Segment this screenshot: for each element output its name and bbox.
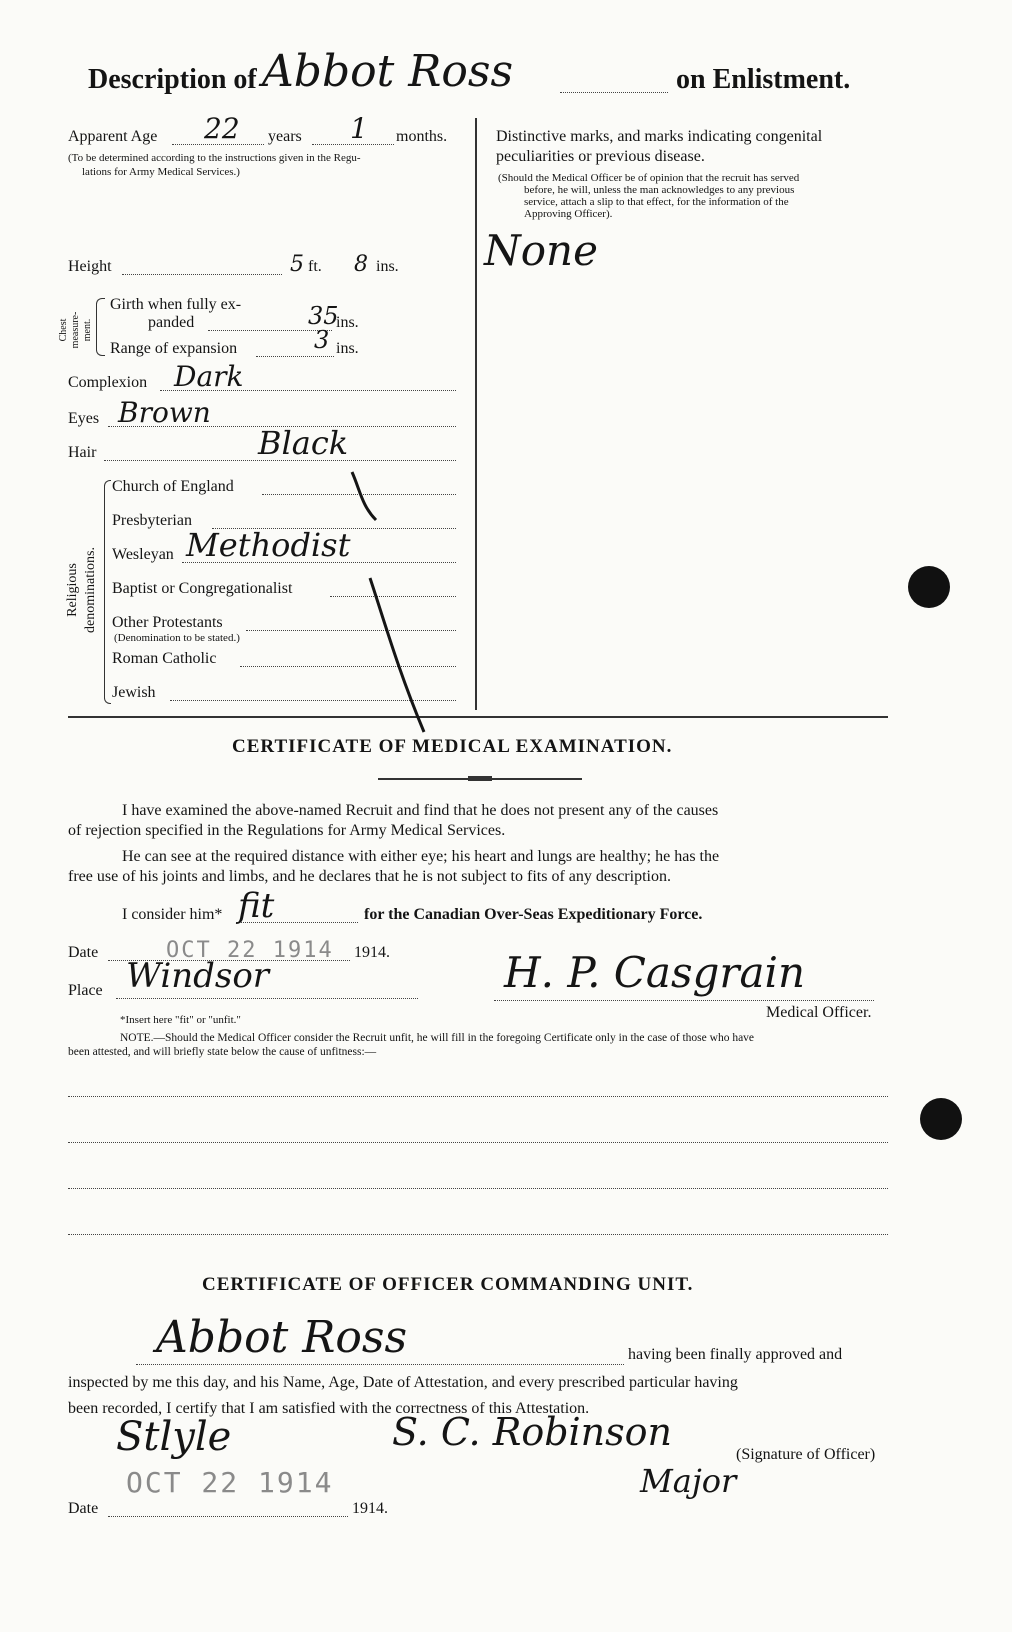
hair-label: Hair xyxy=(68,444,97,461)
medical-year: 1914. xyxy=(354,944,390,961)
place-line xyxy=(116,998,418,999)
medical-heading: CERTIFICATE OF MEDICAL EXAMINATION. xyxy=(232,736,673,757)
height-ins-label: ins. xyxy=(376,258,399,275)
religion-ditto-stroke xyxy=(340,470,440,740)
medical-officer-signature: H. P. Casgrain xyxy=(504,948,805,997)
signature-label: (Signature of Officer) xyxy=(736,1446,876,1463)
commanding-year: 1914. xyxy=(352,1500,388,1517)
complexion-label: Complexion xyxy=(68,374,148,391)
height-label: Height xyxy=(68,258,112,275)
height-ft-value: 5 xyxy=(290,252,304,277)
months-label: months. xyxy=(396,128,448,145)
commanding-name-line xyxy=(136,1364,624,1365)
religion-other-note: (Denomination to be stated.) xyxy=(114,632,240,644)
commanding-date-stamp: OCT 22 1914 xyxy=(126,1466,334,1499)
commanding-line3: been recorded, I certify that I am satisfied with the correctness of this Attestation. xyxy=(68,1400,590,1417)
commanding-recruit-name: Abbot Ross xyxy=(156,1312,408,1363)
range-value: 3 xyxy=(314,326,330,354)
commanding-line1-suffix: having been finally approved and xyxy=(628,1346,843,1363)
eyes-value: Brown xyxy=(118,396,211,429)
medical-date-label: Date xyxy=(68,944,99,961)
height-ft-line xyxy=(122,274,282,275)
commanding-officer-signature: S. C. Robinson xyxy=(392,1410,673,1454)
religion-side-label xyxy=(64,520,104,660)
age-label: Apparent Age xyxy=(68,128,158,145)
marks-label-1: Distinctive marks, and marks indicating congenital xyxy=(496,128,823,145)
commanding-date-label: Date xyxy=(68,1500,99,1517)
religion-label-1: Religious xyxy=(65,563,80,617)
commanding-line2: inspected by me this day, and his Name, Age, Date of Attestation, and every prescribed particular having xyxy=(68,1374,738,1391)
range-unit: ins. xyxy=(336,340,359,357)
medical-para1-line2: of rejection specified in the Regulations for Army Medical Services. xyxy=(68,822,506,839)
religion-baptist: Baptist or Congregationalist xyxy=(112,580,293,597)
religion-label-2: denominations. xyxy=(83,547,98,633)
recruit-name-handwritten: Abbot Ross xyxy=(262,46,514,97)
hair-value: Black xyxy=(258,424,349,462)
unfitness-line-3 xyxy=(68,1188,888,1189)
medical-signature-line xyxy=(494,1000,874,1001)
eyes-label: Eyes xyxy=(68,410,100,427)
commanding-heading: CERTIFICATE OF OFFICER COMMANDING UNIT. xyxy=(202,1274,694,1295)
chest-brace xyxy=(96,298,105,356)
complexion-value: Dark xyxy=(174,360,244,393)
consider-prefix: I consider him* xyxy=(122,906,223,923)
medical-para2-line1: He can see at the required distance with either eye; his heart and lungs are healthy; he has the xyxy=(122,848,720,865)
commanding-initials: Stlyle xyxy=(116,1414,232,1460)
range-label: Range of expansion xyxy=(110,340,238,357)
note-line-1: NOTE.—Should the Medical Officer consider the Recruit unfit, he will fill in the foregoing Certificate only in the case of those who have xyxy=(120,1032,755,1044)
marks-note-3: service, attach a slip to that effect, for the information of the xyxy=(524,196,789,208)
title-suffix: on Enlistment. xyxy=(676,64,851,95)
note-line-2: been attested, and will briefly state below the cause of unfitness:— xyxy=(68,1046,377,1058)
unfitness-line-1 xyxy=(68,1096,888,1097)
marks-note-1: (Should the Medical Officer be of opinion that the recruit has served xyxy=(498,172,800,184)
age-months-value: 1 xyxy=(350,112,368,145)
punch-hole-bottom xyxy=(920,1098,962,1140)
place-value: Windsor xyxy=(126,956,270,996)
medical-para2-line2: free use of his joints and limbs, and he declares that he is not subject to fits of any description. xyxy=(68,868,671,885)
marks-value: None xyxy=(484,226,598,275)
chest-side-label xyxy=(58,300,98,360)
unfitness-line-2 xyxy=(68,1142,888,1143)
punch-hole-top xyxy=(908,566,950,608)
heading-rule-mark xyxy=(468,776,492,781)
section-divider xyxy=(68,716,888,718)
place-label: Place xyxy=(68,982,103,999)
chest-label-2: measure- xyxy=(70,311,81,349)
religion-catholic: Roman Catholic xyxy=(112,650,217,667)
column-divider xyxy=(475,118,477,710)
years-label: years xyxy=(268,128,302,145)
religion-brace xyxy=(104,480,111,704)
age-note-2: lations for Army Medical Services.) xyxy=(82,166,240,178)
marks-note-2: before, he will, unless the man acknowledges to any previous xyxy=(524,184,795,196)
chest-label-1: Chest xyxy=(58,318,69,342)
girth-value: 35 xyxy=(308,302,339,330)
religion-wesleyan: Wesleyan xyxy=(112,546,174,563)
range-line xyxy=(256,356,334,357)
ft-label: ft. xyxy=(308,258,322,275)
chest-label-3: ment. xyxy=(82,318,93,342)
religion-presbyterian: Presbyterian xyxy=(112,512,192,529)
girth-label-1: Girth when fully ex- xyxy=(110,296,242,313)
fit-value: fit xyxy=(238,886,275,926)
commanding-date-line xyxy=(108,1516,348,1517)
religion-jewish: Jewish xyxy=(112,684,156,701)
title-prefix: Description of xyxy=(88,64,257,95)
age-note-1: (To be determined according to the instructions given in the Regu- xyxy=(68,152,361,164)
medical-para1-line1: I have examined the above-named Recruit and find that he does not present any of the causes xyxy=(122,802,719,819)
religion-church-of-england: Church of England xyxy=(112,478,234,495)
girth-label-2: panded xyxy=(148,314,195,331)
consider-suffix: for the Canadian Over-Seas Expeditionary Force. xyxy=(364,906,703,923)
title-dotted-line xyxy=(560,92,668,93)
insert-note: *Insert here "fit" or "unfit." xyxy=(120,1014,241,1026)
age-years-value: 22 xyxy=(204,112,240,145)
girth-unit: ins. xyxy=(336,314,359,331)
height-in-value: 8 xyxy=(354,252,368,277)
marks-note-4: Approving Officer). xyxy=(524,208,613,220)
unfitness-line-4 xyxy=(68,1234,888,1235)
marks-label-2: peculiarities or previous disease. xyxy=(496,148,705,165)
religion-value: Methodist xyxy=(186,526,351,564)
medical-officer-label: Medical Officer. xyxy=(766,1004,872,1021)
religion-other: Other Protestants xyxy=(112,614,223,631)
medical-date-stamp: OCT 22 1914 xyxy=(166,938,334,963)
officer-rank: Major xyxy=(640,1462,737,1500)
